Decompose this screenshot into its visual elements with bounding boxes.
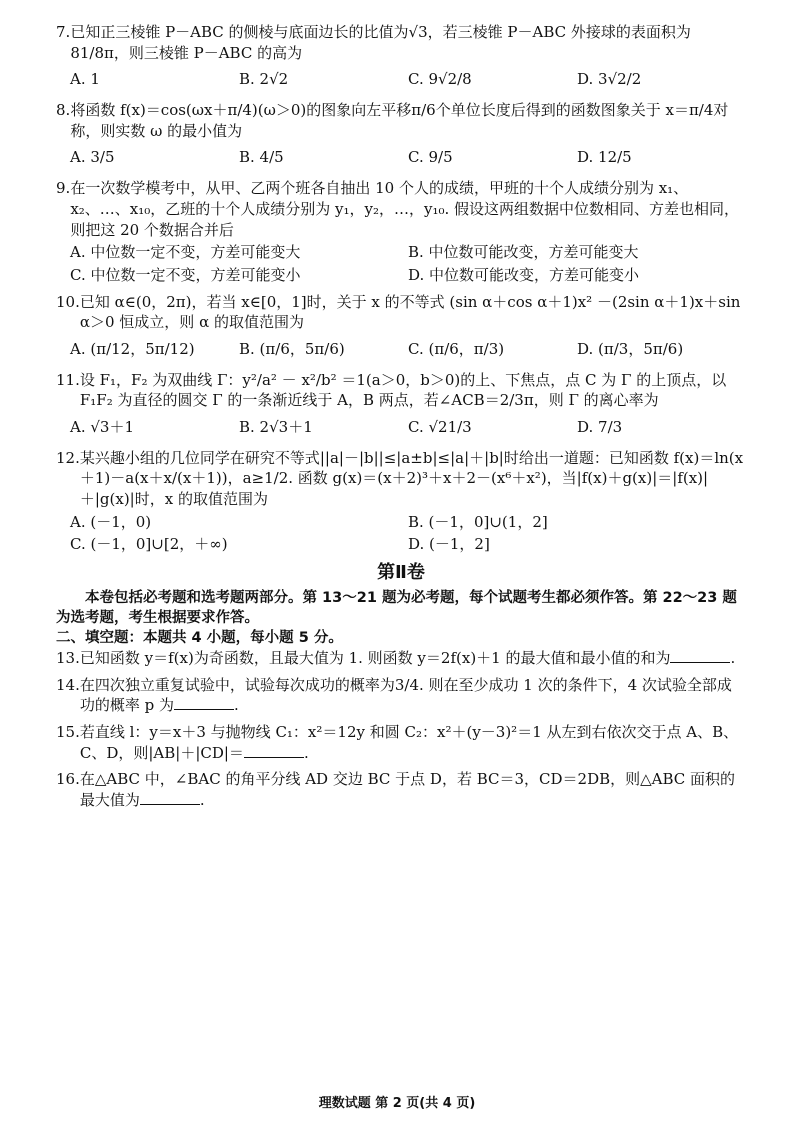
question-number: 10. bbox=[56, 292, 80, 311]
option-a: A. √3＋1 bbox=[70, 418, 135, 436]
option-c: C. 中位数一定不变，方差可能变小 bbox=[70, 265, 301, 284]
question-text: 将函数 f(x)＝cos(ωx＋π/4)(ω＞0)的图象向左平移π/6个单位长度后得到的函数图象关于 x＝π/4对称，则实数 ω 的最小值为 bbox=[70, 101, 729, 140]
question-10 bbox=[56, 292, 746, 360]
options bbox=[70, 242, 746, 285]
question-text-end: . bbox=[303, 743, 309, 762]
option-c: C. 9/5 bbox=[408, 148, 453, 167]
option-b: B. (π/6，5π/6) bbox=[239, 339, 345, 358]
question-text: 在四次独立重复试验中，试验每次成功的概率为3/4. 则在至少成功 1 次的条件下，4 次试验全部成功的概率 p 为 bbox=[79, 675, 732, 715]
option-a: A. (π/12，5π/12) bbox=[70, 339, 195, 358]
question-text-end: . bbox=[199, 791, 205, 810]
options bbox=[70, 147, 746, 168]
question-text: 在△ABC 中，∠BAC 的角平分线 AD 交边 BC 于点 D，若 BC＝3，CD＝2DB，则△ABC 面积的最大值为 bbox=[79, 770, 736, 810]
question-number: 7. bbox=[56, 23, 71, 41]
question-text: 设 F₁，F₂ 为双曲线 Γ：y²/a² － x²/b² ＝1(a＞0，b＞0)的上、下焦点，点 C 为 Γ 的上顶点，以 F₁F₂ 为直径的圆交 Γ 的一条渐近线于 A，B 两点，若∠ACB＝2/3π，则 Γ 的离心率为 bbox=[79, 370, 727, 410]
question-16 bbox=[56, 769, 746, 810]
question-number: 13. bbox=[56, 648, 80, 667]
question-11 bbox=[56, 370, 746, 438]
question-text: 已知正三棱锥 P－ABC 的侧棱与底面边长的比值为√3，若三棱锥 P－ABC 外接球的表面积为81/8π，则三棱锥 P－ABC 的高为 bbox=[70, 23, 691, 62]
options bbox=[70, 512, 746, 555]
option-c: C. 9√2/8 bbox=[408, 70, 472, 89]
question-8 bbox=[56, 100, 746, 168]
option-c: C. √21/3 bbox=[408, 418, 472, 436]
option-b: B. 中位数可能改变，方差可能变大 bbox=[408, 243, 639, 262]
question-12 bbox=[56, 448, 746, 555]
question-text: 已知 α∈(0，2π)，若当 x∈[0，1]时，关于 x 的不等式 (sin α＋cos α＋1)x² －(2sin α＋1)x＋sin α＞0 恒成立，则 α 的取值范围为 bbox=[79, 292, 741, 332]
option-a: A. 1 bbox=[70, 70, 100, 89]
question-number: 15. bbox=[56, 723, 80, 742]
options bbox=[70, 339, 746, 360]
question-number: 9. bbox=[56, 179, 71, 198]
option-b: B. 2√2 bbox=[239, 70, 289, 89]
question-text-end: . bbox=[234, 696, 239, 715]
option-d: D. (－1，2] bbox=[408, 535, 490, 554]
question-text: 已知函数 y＝f(x)为奇函数，且最大值为 1. 则函数 y＝2f(x)＋1 的最大值和最小值的和为 bbox=[79, 648, 671, 667]
option-d: D. 12/5 bbox=[577, 148, 632, 167]
question-9 bbox=[56, 178, 746, 285]
question-13 bbox=[56, 648, 746, 669]
answer-blank[interactable] bbox=[174, 695, 234, 710]
question-number: 12. bbox=[56, 448, 80, 467]
question-14 bbox=[56, 675, 746, 716]
exam-page bbox=[56, 22, 746, 817]
question-text-end: . bbox=[730, 648, 736, 667]
option-d: D. (π/3，5π/6) bbox=[577, 339, 684, 358]
answer-blank[interactable] bbox=[670, 648, 730, 663]
options bbox=[70, 69, 746, 90]
question-text: 某兴趣小组的几位同学在研究不等式||a|－|b||≤|a±b|≤|a|＋|b|时给出一道题：已知函数 f(x)＝ln(x＋1)－a(x＋x/(x＋1))，a≥1/2. 函数 g(x)＝(x＋2)³＋x＋2－(x⁶＋x²)，当|f(x)＋g(x)|＝|f(x)|＋|g(x)|时，x 的取值范围为 bbox=[79, 448, 744, 509]
question-text: 在一次数学模考中，从甲、乙两个班各自抽出 10 个人的成绩，甲班的十个人成绩分别为 x₁、x₂、…、x₁₀，乙班的十个人成绩分别为 y₁，y₂，…，y₁₀. 假设这两组数据中位数相同、方差也相同，则把这 20 个数据合并后 bbox=[70, 179, 740, 239]
question-7 bbox=[56, 22, 746, 90]
question-number: 14. bbox=[56, 675, 80, 694]
question-number: 8. bbox=[56, 101, 71, 120]
question-15 bbox=[56, 722, 746, 763]
option-c: C. (π/6，π/3) bbox=[408, 339, 505, 358]
option-d: D. 中位数可能改变，方差可能变小 bbox=[408, 265, 640, 284]
section-heading: 二、填空题：本题共 4 小题，每小题 5 分。 bbox=[56, 629, 343, 646]
answer-blank[interactable] bbox=[140, 790, 200, 805]
option-b: B. 4/5 bbox=[239, 148, 284, 167]
option-b: B. 2√3＋1 bbox=[239, 418, 313, 436]
answer-blank[interactable] bbox=[244, 743, 304, 758]
option-b: B. (－1，0]∪(1，2] bbox=[408, 512, 548, 531]
question-number: 16. bbox=[56, 770, 80, 789]
option-a: A. 3/5 bbox=[70, 148, 115, 167]
option-d: D. 7/3 bbox=[577, 418, 623, 436]
question-number: 11. bbox=[56, 370, 80, 389]
option-a: A. 中位数一定不变，方差可能变大 bbox=[70, 243, 301, 262]
part-intro: 本卷包括必考题和选考题两部分。第 13～21 题为必考题，每个试题考生都必须作答。第 22～23 题为选考题，考生根据要求作答。 bbox=[56, 589, 737, 626]
option-a: A. (－1，0) bbox=[70, 512, 152, 531]
page-footer: 理数试题 第 2 页(共 4 页) bbox=[318, 1096, 476, 1111]
question-text: 若直线 l：y＝x＋3 与抛物线 C₁：x²＝12y 和圆 C₂：x²＋(y－3)²＝1 从左到右依次交于点 A、B、C、D，则|AB|＋|CD|＝ bbox=[79, 723, 739, 762]
option-d: D. 3√2/2 bbox=[577, 70, 642, 89]
part-title: 第Ⅱ卷 bbox=[377, 562, 425, 584]
options bbox=[70, 417, 746, 438]
option-c: C. (－1，0]∪[2，＋∞) bbox=[70, 535, 228, 554]
